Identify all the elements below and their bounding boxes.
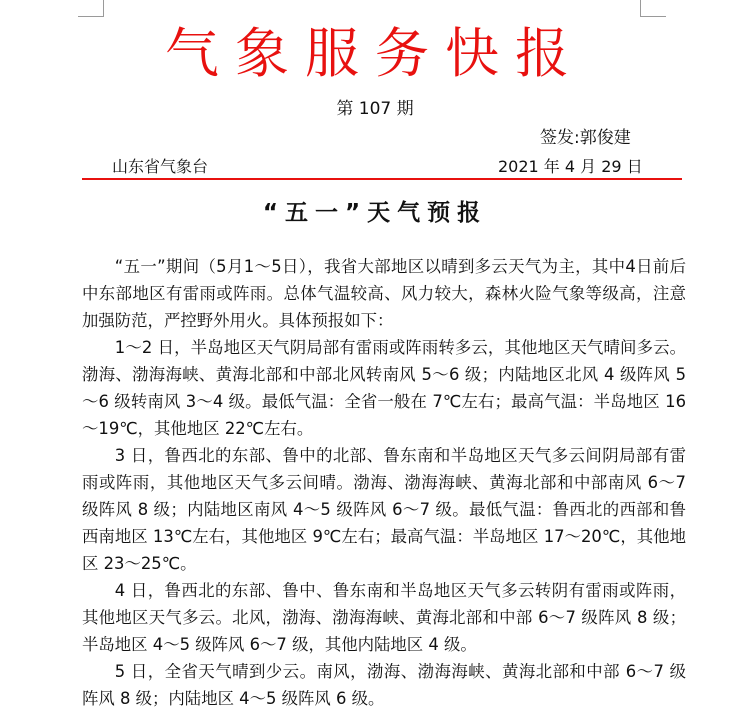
paragraph-day-4: 4 日，鲁西北的东部、鲁中、鲁东南和半岛地区天气多云转阴有雷雨或阵雨，其他地区天气多云。北风，渤海、渤海海峡、黄海北部和中部 6～7 级阵风 8 级；半岛地区 4～5 级阵风 6～7 级，其他内陆地区 4 级。	[82, 581, 686, 654]
paragraph-day-1-2: 1～2 日，半岛地区天气阴局部有雷雨或阵雨转多云，其他地区天气晴间多云。渤海、渤海海峡、黄海北部和中部北风转南风 5～6 级；内陆地区北风 4 级阵风 5～6 级转南风 3～4 级。最低气温：全省一般在 7℃左右；最高气温：半岛地区 16～19℃，其他地区 22℃左右。	[82, 338, 686, 438]
crop-mark-top-left-vertical	[103, 0, 104, 17]
crop-mark-top-right-horizontal	[640, 16, 666, 17]
masthead-title: 气象服务快报	[165, 22, 585, 85]
crop-mark-top-right-vertical	[640, 0, 641, 17]
issue-date: 2021 年 4 月 29 日	[498, 157, 643, 176]
crop-mark-top-left-horizontal	[78, 16, 104, 17]
issue-number: 第 107 期	[336, 99, 414, 119]
article-body	[82, 253, 686, 712]
paragraph-intro: “五一”期间（5月1～5日），我省大部地区以晴到多云天气为主，其中4日前后中东部地区有雷雨或阵雨。总体气温较高、风力较大，森林火险气象等级高，注意加强防范，严控野外用火。具体预报如下：	[82, 257, 686, 330]
paragraph-day-5: 5 日，全省天气晴到少云。南风，渤海、渤海海峡、黄海北部和中部 6～7 级阵风 8 级；内陆地区 4～5 级阵风 6 级。	[82, 662, 686, 708]
paragraph-day-3: 3 日，鲁西北的东部、鲁中的北部、鲁东南和半岛地区天气多云间阴局部有雷雨或阵雨，其他地区天气多云间晴。渤海、渤海海峡、黄海北部和中部南风 6～7 级阵风 8 级；内陆地区南风 4～5 级阵风 6～7 级。最低气温：鲁西北的西部和鲁西南地区 13℃左右，其他地区 9℃左右；最高气温：半岛地区 17～20℃，其他地区 23～25℃。	[82, 446, 686, 573]
issuing-organization: 山东省气象台	[112, 157, 209, 176]
article-headline: “五一”天气预报	[262, 200, 488, 226]
header-divider	[82, 178, 682, 180]
signer-line: 签发:郭俊建	[540, 128, 631, 148]
